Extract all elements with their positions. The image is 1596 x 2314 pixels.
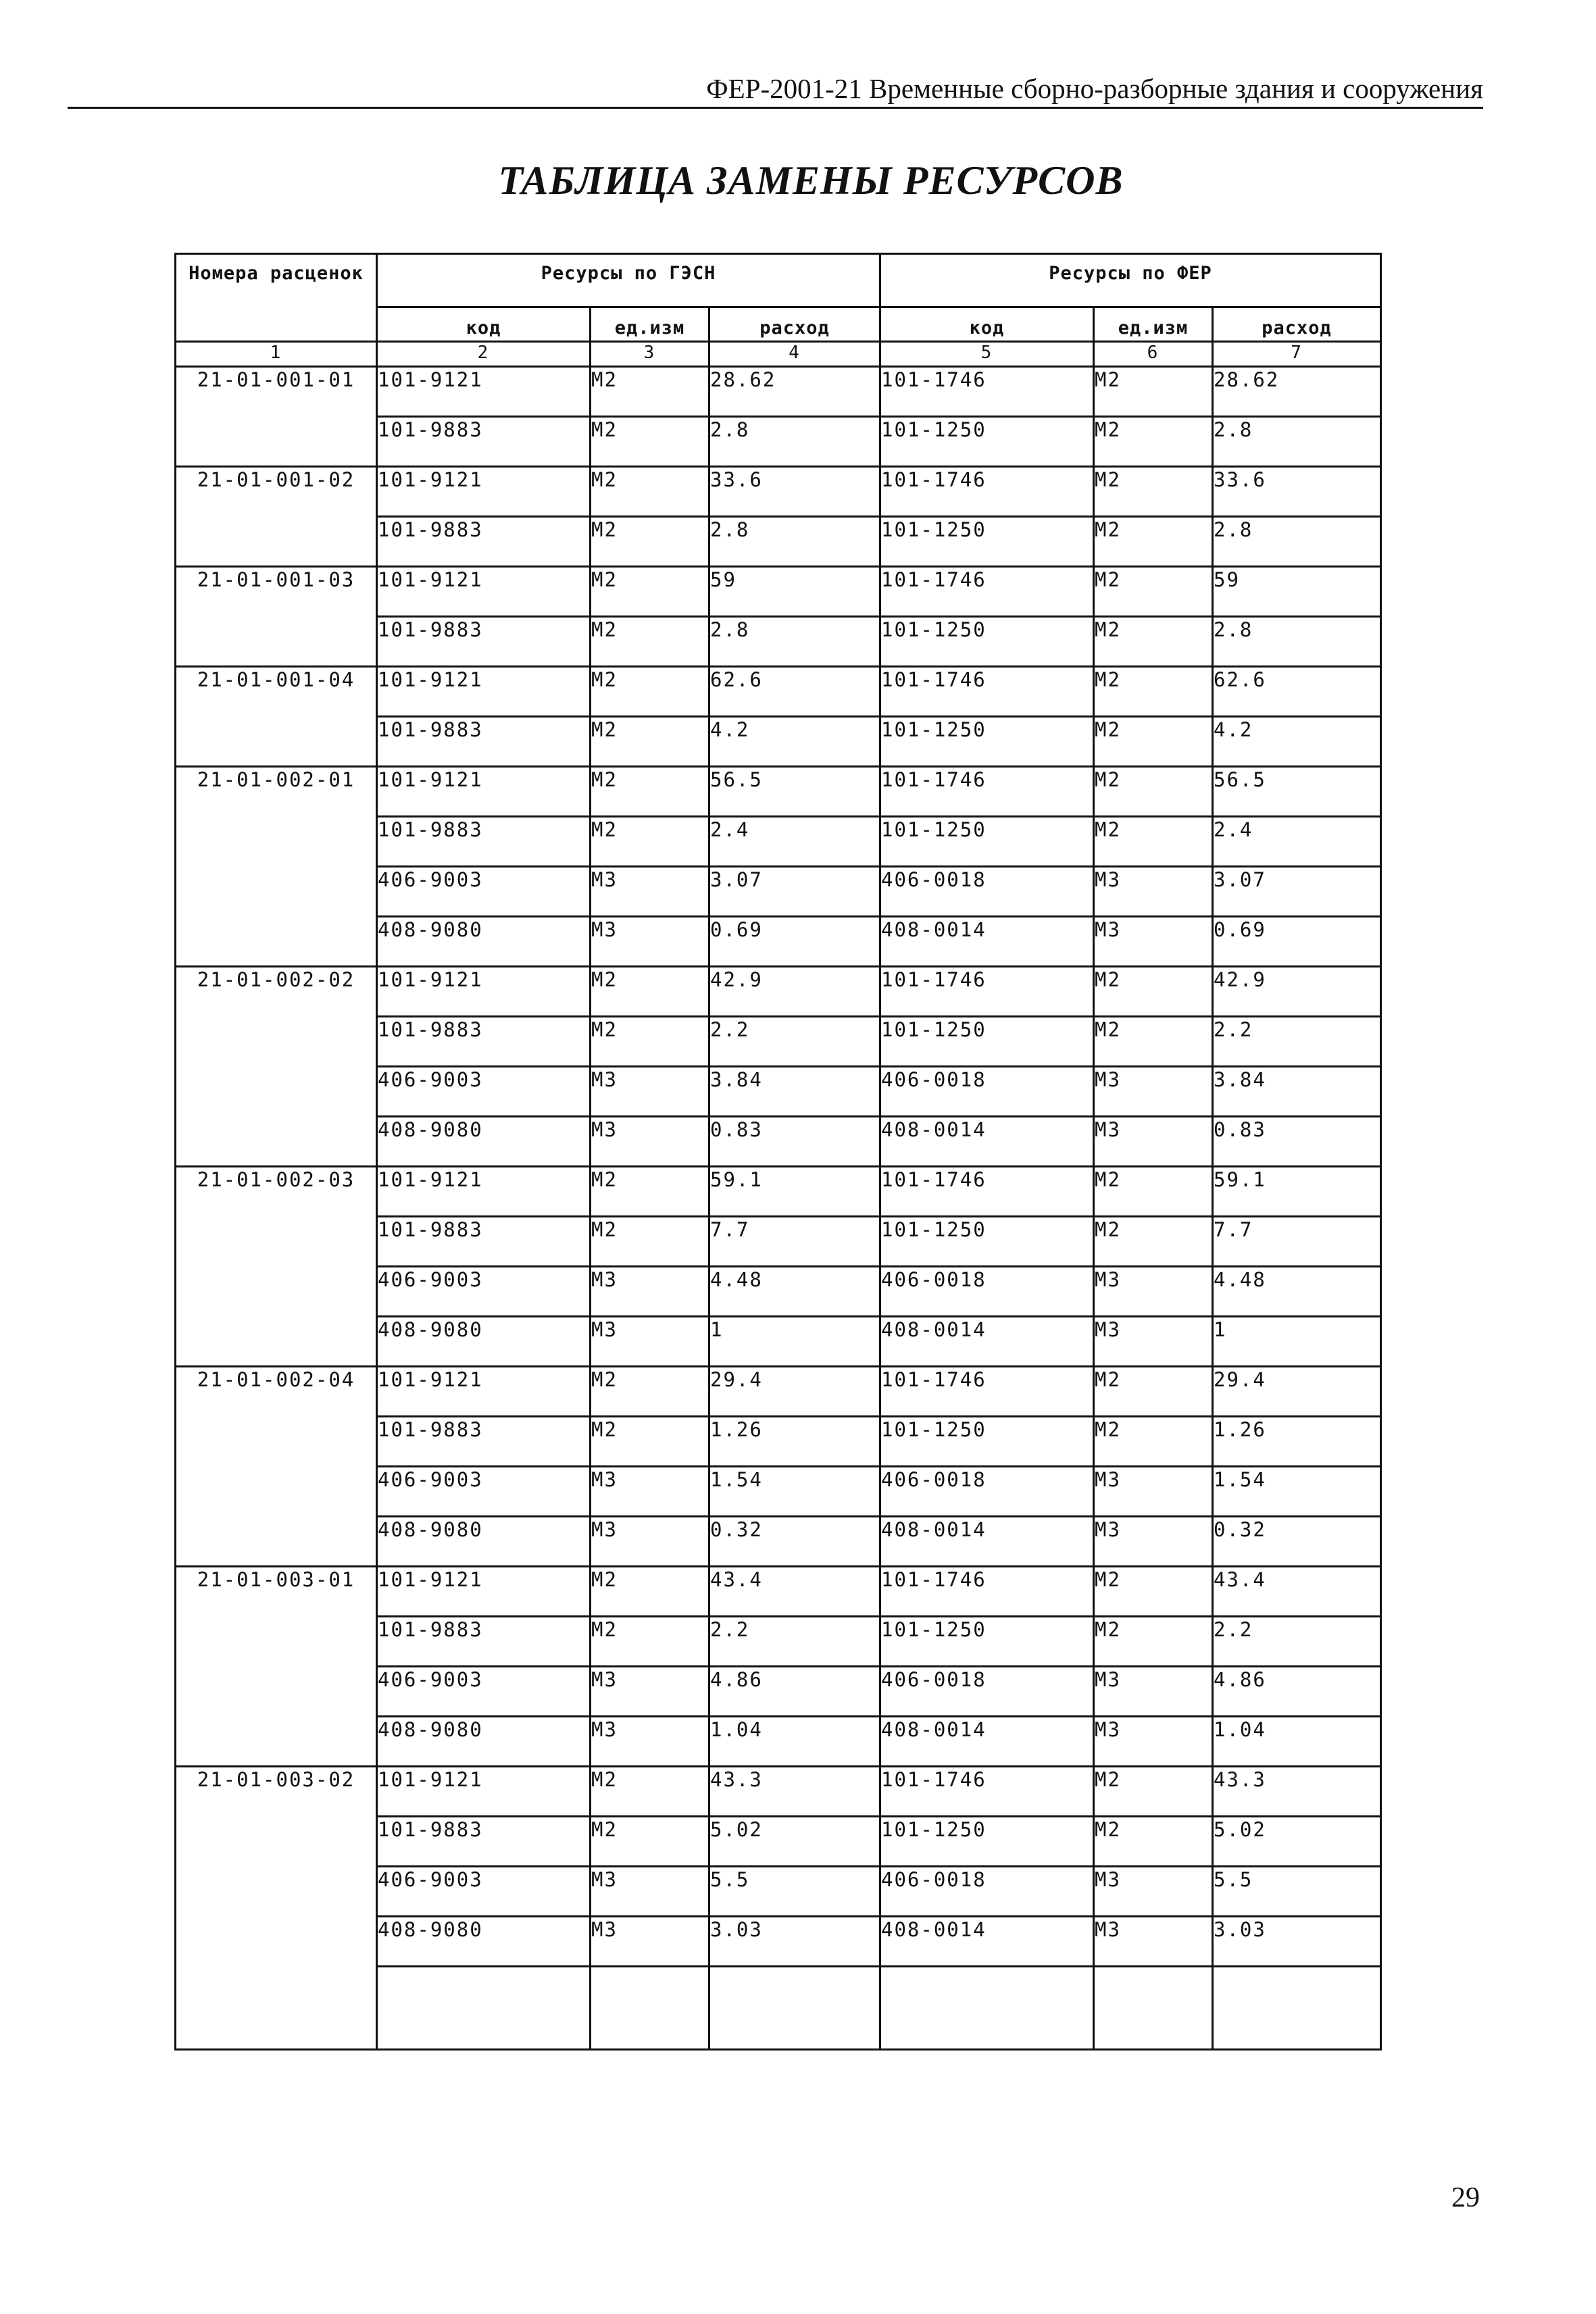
cell-fer-qty: 3.07 — [1213, 867, 1381, 917]
table-row — [176, 1767, 1381, 1817]
cell-fer-unit: М2 — [1094, 417, 1213, 467]
cell-fer-unit: М2 — [1094, 1767, 1213, 1817]
cell-fer-qty: 2.8 — [1213, 517, 1381, 567]
cell-gesn-unit: М3 — [591, 1717, 709, 1767]
cell-gesn-qty: 4.48 — [709, 1267, 880, 1317]
cell-gesn-code: 408-9080 — [377, 1317, 591, 1367]
cell-gesn-unit: М3 — [591, 1917, 709, 1967]
cell-gesn-qty: 3.84 — [709, 1067, 880, 1117]
cell-gesn-unit: М2 — [591, 1217, 709, 1267]
blank-cell — [377, 1967, 591, 2050]
cell-gesn-unit: М3 — [591, 1517, 709, 1567]
rate-number-cell: 21-01-001-01 — [176, 367, 377, 467]
cell-fer-qty: 43.3 — [1213, 1767, 1381, 1817]
cell-fer-code: 101-1746 — [880, 1167, 1094, 1217]
cell-gesn-unit: М2 — [591, 417, 709, 467]
cell-fer-unit: М2 — [1094, 1567, 1213, 1617]
cell-fer-code: 101-1250 — [880, 517, 1094, 567]
cell-gesn-qty: 2.8 — [709, 617, 880, 667]
cell-fer-qty: 1.54 — [1213, 1467, 1381, 1517]
cell-gesn-qty: 43.4 — [709, 1567, 880, 1617]
cell-gesn-unit: М2 — [591, 1767, 709, 1817]
cell-gesn-qty: 42.9 — [709, 967, 880, 1017]
cell-fer-unit: М3 — [1094, 917, 1213, 967]
cell-gesn-unit: М3 — [591, 1117, 709, 1167]
cell-fer-code: 101-1250 — [880, 817, 1094, 867]
cell-fer-unit: М2 — [1094, 667, 1213, 717]
cell-fer-qty: 4.2 — [1213, 717, 1381, 767]
cell-fer-qty: 29.4 — [1213, 1367, 1381, 1417]
rate-number-cell: 21-01-002-04 — [176, 1367, 377, 1567]
cell-fer-unit: М3 — [1094, 1717, 1213, 1767]
cell-fer-qty: 3.84 — [1213, 1067, 1381, 1117]
cell-gesn-qty: 4.2 — [709, 717, 880, 767]
cell-gesn-code: 408-9080 — [377, 1917, 591, 1967]
cell-fer-qty: 4.48 — [1213, 1267, 1381, 1317]
cell-gesn-qty: 7.7 — [709, 1217, 880, 1267]
table-row — [176, 667, 1381, 717]
cell-fer-unit: М3 — [1094, 1467, 1213, 1517]
cell-gesn-qty: 5.5 — [709, 1867, 880, 1917]
cell-fer-code: 406-0018 — [880, 1467, 1094, 1517]
cell-fer-qty: 2.2 — [1213, 1017, 1381, 1067]
cell-gesn-unit: М3 — [591, 1267, 709, 1317]
cell-fer-code: 101-1250 — [880, 1017, 1094, 1067]
cell-gesn-code: 408-9080 — [377, 917, 591, 967]
page-number: 29 — [1451, 2182, 1480, 2213]
header-gesn-unit: ед.изм — [591, 307, 709, 342]
cell-gesn-qty: 59 — [709, 567, 880, 617]
cell-fer-qty: 62.6 — [1213, 667, 1381, 717]
cell-fer-code: 101-1250 — [880, 1817, 1094, 1867]
cell-gesn-code: 408-9080 — [377, 1517, 591, 1567]
rate-number-cell: 21-01-002-01 — [176, 767, 377, 967]
cell-gesn-code: 406-9003 — [377, 1067, 591, 1117]
col-index-2: 2 — [377, 342, 591, 367]
cell-gesn-code: 101-9883 — [377, 717, 591, 767]
cell-gesn-code: 406-9003 — [377, 1667, 591, 1717]
blank-cell — [591, 1967, 709, 2050]
cell-fer-unit: М3 — [1094, 1867, 1213, 1917]
cell-fer-unit: М2 — [1094, 367, 1213, 417]
cell-fer-code: 406-0018 — [880, 1067, 1094, 1117]
cell-fer-code: 101-1746 — [880, 467, 1094, 517]
cell-fer-qty: 0.32 — [1213, 1517, 1381, 1567]
cell-fer-code: 101-1746 — [880, 1567, 1094, 1617]
cell-fer-unit: М2 — [1094, 717, 1213, 767]
cell-fer-code: 408-0014 — [880, 1117, 1094, 1167]
cell-fer-unit: М3 — [1094, 1517, 1213, 1567]
cell-gesn-code: 408-9080 — [377, 1117, 591, 1167]
cell-fer-unit: М3 — [1094, 1267, 1213, 1317]
cell-gesn-code: 101-9121 — [377, 367, 591, 417]
header-row-index — [176, 342, 1381, 367]
cell-gesn-code: 408-9080 — [377, 1717, 591, 1767]
header-gesn-qty: расход — [709, 307, 880, 342]
cell-gesn-unit: М2 — [591, 1017, 709, 1067]
cell-gesn-unit: М3 — [591, 1317, 709, 1367]
cell-gesn-qty: 2.2 — [709, 1617, 880, 1667]
cell-gesn-unit: М2 — [591, 567, 709, 617]
cell-gesn-qty: 29.4 — [709, 1367, 880, 1417]
cell-gesn-qty: 1 — [709, 1317, 880, 1367]
cell-gesn-code: 406-9003 — [377, 867, 591, 917]
col-index-5: 5 — [880, 342, 1094, 367]
page-title: ТАБЛИЦА ЗАМЕНЫ РЕСУРСОВ — [498, 158, 1124, 203]
cell-gesn-qty: 0.69 — [709, 917, 880, 967]
cell-gesn-qty: 1.04 — [709, 1717, 880, 1767]
rate-number-cell: 21-01-001-03 — [176, 567, 377, 667]
cell-fer-qty: 3.03 — [1213, 1917, 1381, 1967]
cell-fer-code: 101-1746 — [880, 667, 1094, 717]
cell-gesn-code: 101-9883 — [377, 417, 591, 467]
cell-gesn-unit: М2 — [591, 717, 709, 767]
cell-fer-qty: 2.8 — [1213, 617, 1381, 667]
cell-fer-qty: 2.8 — [1213, 417, 1381, 467]
cell-gesn-code: 101-9121 — [377, 1567, 591, 1617]
cell-gesn-unit: М3 — [591, 867, 709, 917]
cell-fer-code: 408-0014 — [880, 1517, 1094, 1567]
table-row — [176, 567, 1381, 617]
cell-gesn-qty: 62.6 — [709, 667, 880, 717]
cell-fer-code: 101-1250 — [880, 1217, 1094, 1267]
table-row — [176, 967, 1381, 1017]
cell-gesn-qty: 3.07 — [709, 867, 880, 917]
cell-fer-unit: М2 — [1094, 767, 1213, 817]
header-gesn-resources: Ресурсы по ГЭСН — [377, 254, 880, 307]
cell-fer-qty: 42.9 — [1213, 967, 1381, 1017]
cell-gesn-code: 101-9121 — [377, 667, 591, 717]
cell-gesn-qty: 3.03 — [709, 1917, 880, 1967]
cell-fer-code: 101-1746 — [880, 767, 1094, 817]
cell-gesn-code: 101-9883 — [377, 517, 591, 567]
blank-cell — [1094, 1967, 1213, 2050]
cell-gesn-code: 101-9883 — [377, 1217, 591, 1267]
cell-fer-qty: 1 — [1213, 1317, 1381, 1367]
cell-gesn-qty: 33.6 — [709, 467, 880, 517]
cell-fer-qty: 33.6 — [1213, 467, 1381, 517]
cell-fer-qty: 4.86 — [1213, 1667, 1381, 1717]
cell-gesn-unit: М2 — [591, 667, 709, 717]
cell-gesn-code: 101-9121 — [377, 1767, 591, 1817]
cell-gesn-unit: М2 — [591, 367, 709, 417]
table-row — [176, 1567, 1381, 1617]
cell-fer-unit: М2 — [1094, 517, 1213, 567]
cell-gesn-code: 101-9121 — [377, 767, 591, 817]
cell-fer-qty: 43.4 — [1213, 1567, 1381, 1617]
cell-fer-code: 101-1250 — [880, 417, 1094, 467]
cell-gesn-unit: М2 — [591, 1417, 709, 1467]
cell-gesn-unit: М2 — [591, 617, 709, 667]
cell-gesn-unit: М2 — [591, 1817, 709, 1867]
cell-gesn-qty: 0.83 — [709, 1117, 880, 1167]
cell-fer-unit: М3 — [1094, 867, 1213, 917]
cell-fer-unit: М2 — [1094, 617, 1213, 667]
cell-gesn-code: 101-9883 — [377, 617, 591, 667]
cell-gesn-qty: 28.62 — [709, 367, 880, 417]
header-fer-resources: Ресурсы по ФЕР — [880, 254, 1381, 307]
cell-gesn-qty: 5.02 — [709, 1817, 880, 1867]
cell-gesn-code: 406-9003 — [377, 1267, 591, 1317]
cell-fer-code: 408-0014 — [880, 1717, 1094, 1767]
cell-gesn-unit: М2 — [591, 1567, 709, 1617]
cell-gesn-code: 101-9883 — [377, 817, 591, 867]
cell-gesn-qty: 56.5 — [709, 767, 880, 817]
cell-fer-code: 408-0014 — [880, 917, 1094, 967]
running-header: ФЕР-2001-21 Временные сборно-разборные здания и сооружения — [706, 73, 1483, 104]
cell-fer-qty: 5.02 — [1213, 1817, 1381, 1867]
cell-fer-unit: М2 — [1094, 1367, 1213, 1417]
cell-fer-code: 101-1250 — [880, 617, 1094, 667]
cell-fer-unit: М2 — [1094, 567, 1213, 617]
cell-gesn-code: 406-9003 — [377, 1467, 591, 1517]
cell-fer-code: 406-0018 — [880, 1667, 1094, 1717]
cell-gesn-qty: 2.8 — [709, 417, 880, 467]
cell-gesn-unit: М2 — [591, 817, 709, 867]
cell-gesn-unit: М2 — [591, 517, 709, 567]
cell-fer-qty: 59.1 — [1213, 1167, 1381, 1217]
rate-number-cell: 21-01-003-02 — [176, 1767, 377, 2050]
cell-fer-code: 101-1250 — [880, 717, 1094, 767]
cell-fer-qty: 2.4 — [1213, 817, 1381, 867]
cell-fer-qty: 59 — [1213, 567, 1381, 617]
cell-gesn-qty: 2.8 — [709, 517, 880, 567]
cell-fer-unit: М3 — [1094, 1117, 1213, 1167]
header-fer-code: код — [880, 307, 1094, 342]
cell-fer-code: 101-1746 — [880, 1767, 1094, 1817]
cell-fer-qty: 0.83 — [1213, 1117, 1381, 1167]
cell-gesn-unit: М2 — [591, 767, 709, 817]
cell-gesn-unit: М3 — [591, 917, 709, 967]
cell-gesn-qty: 1.26 — [709, 1417, 880, 1467]
blank-cell — [709, 1967, 880, 2050]
cell-fer-qty: 1.26 — [1213, 1417, 1381, 1467]
cell-fer-code: 101-1250 — [880, 1417, 1094, 1467]
cell-fer-code: 101-1250 — [880, 1617, 1094, 1667]
cell-gesn-code: 101-9883 — [377, 1617, 591, 1667]
cell-fer-unit: М2 — [1094, 1017, 1213, 1067]
cell-gesn-qty: 59.1 — [709, 1167, 880, 1217]
cell-gesn-code: 101-9883 — [377, 1817, 591, 1867]
cell-gesn-code: 101-9121 — [377, 567, 591, 617]
blank-cell — [1213, 1967, 1381, 2050]
cell-gesn-code: 101-9883 — [377, 1417, 591, 1467]
cell-gesn-code: 101-9121 — [377, 967, 591, 1017]
cell-fer-unit: М2 — [1094, 1217, 1213, 1267]
cell-fer-qty: 7.7 — [1213, 1217, 1381, 1267]
cell-gesn-qty: 43.3 — [709, 1767, 880, 1817]
cell-gesn-qty: 0.32 — [709, 1517, 880, 1567]
cell-gesn-code: 101-9121 — [377, 1167, 591, 1217]
cell-fer-unit: М3 — [1094, 1317, 1213, 1367]
cell-fer-unit: М3 — [1094, 1067, 1213, 1117]
cell-gesn-unit: М3 — [591, 1467, 709, 1517]
rate-number-cell: 21-01-001-04 — [176, 667, 377, 767]
table-row — [176, 1367, 1381, 1417]
cell-gesn-unit: М2 — [591, 467, 709, 517]
cell-fer-unit: М2 — [1094, 817, 1213, 867]
cell-fer-unit: М2 — [1094, 1617, 1213, 1667]
blank-cell — [880, 1967, 1094, 2050]
cell-gesn-unit: М3 — [591, 1067, 709, 1117]
cell-gesn-qty: 2.4 — [709, 817, 880, 867]
cell-fer-unit: М2 — [1094, 1817, 1213, 1867]
cell-fer-qty: 0.69 — [1213, 917, 1381, 967]
col-index-7: 7 — [1213, 342, 1381, 367]
rate-number-cell: 21-01-002-02 — [176, 967, 377, 1167]
cell-fer-code: 406-0018 — [880, 1267, 1094, 1317]
col-index-6: 6 — [1094, 342, 1213, 367]
cell-fer-code: 101-1746 — [880, 367, 1094, 417]
table-row — [176, 1167, 1381, 1217]
header-fer-unit: ед.изм — [1094, 307, 1213, 342]
cell-fer-qty: 5.5 — [1213, 1867, 1381, 1917]
col-index-1: 1 — [176, 342, 377, 367]
cell-fer-code: 101-1746 — [880, 567, 1094, 617]
cell-fer-code: 101-1746 — [880, 967, 1094, 1017]
header-rate-numbers: Номера расценок — [176, 254, 377, 342]
header-rule — [68, 107, 1483, 109]
cell-fer-unit: М3 — [1094, 1917, 1213, 1967]
rate-number-cell: 21-01-001-02 — [176, 467, 377, 567]
cell-fer-unit: М2 — [1094, 967, 1213, 1017]
header-row-groups — [176, 254, 1381, 307]
cell-gesn-code: 101-9121 — [377, 1367, 591, 1417]
header-fer-qty: расход — [1213, 307, 1381, 342]
header-gesn-code: код — [377, 307, 591, 342]
cell-gesn-code: 101-9883 — [377, 1017, 591, 1067]
cell-fer-qty: 1.04 — [1213, 1717, 1381, 1767]
col-index-4: 4 — [709, 342, 880, 367]
cell-gesn-qty: 1.54 — [709, 1467, 880, 1517]
cell-fer-code: 408-0014 — [880, 1317, 1094, 1367]
cell-gesn-code: 406-9003 — [377, 1867, 591, 1917]
cell-fer-unit: М2 — [1094, 1417, 1213, 1467]
cell-gesn-unit: М3 — [591, 1667, 709, 1717]
rate-number-cell: 21-01-002-03 — [176, 1167, 377, 1367]
cell-gesn-code: 101-9121 — [377, 467, 591, 517]
cell-fer-code: 406-0018 — [880, 1867, 1094, 1917]
cell-gesn-qty: 2.2 — [709, 1017, 880, 1067]
cell-gesn-unit: М2 — [591, 967, 709, 1017]
table-row — [176, 767, 1381, 817]
cell-fer-qty: 28.62 — [1213, 367, 1381, 417]
cell-gesn-unit: М2 — [591, 1617, 709, 1667]
rate-number-cell: 21-01-003-01 — [176, 1567, 377, 1767]
cell-fer-code: 406-0018 — [880, 867, 1094, 917]
cell-fer-unit: М2 — [1094, 467, 1213, 517]
cell-gesn-unit: М2 — [591, 1167, 709, 1217]
cell-gesn-unit: М2 — [591, 1367, 709, 1417]
cell-gesn-unit: М3 — [591, 1867, 709, 1917]
cell-fer-qty: 56.5 — [1213, 767, 1381, 817]
cell-gesn-qty: 4.86 — [709, 1667, 880, 1717]
cell-fer-unit: М2 — [1094, 1167, 1213, 1217]
cell-fer-qty: 2.2 — [1213, 1617, 1381, 1667]
cell-fer-unit: М3 — [1094, 1667, 1213, 1717]
table-row — [176, 367, 1381, 417]
resource-replacement-table — [174, 253, 1382, 2051]
col-index-3: 3 — [591, 342, 709, 367]
cell-fer-code: 408-0014 — [880, 1917, 1094, 1967]
table-row — [176, 467, 1381, 517]
cell-fer-code: 101-1746 — [880, 1367, 1094, 1417]
